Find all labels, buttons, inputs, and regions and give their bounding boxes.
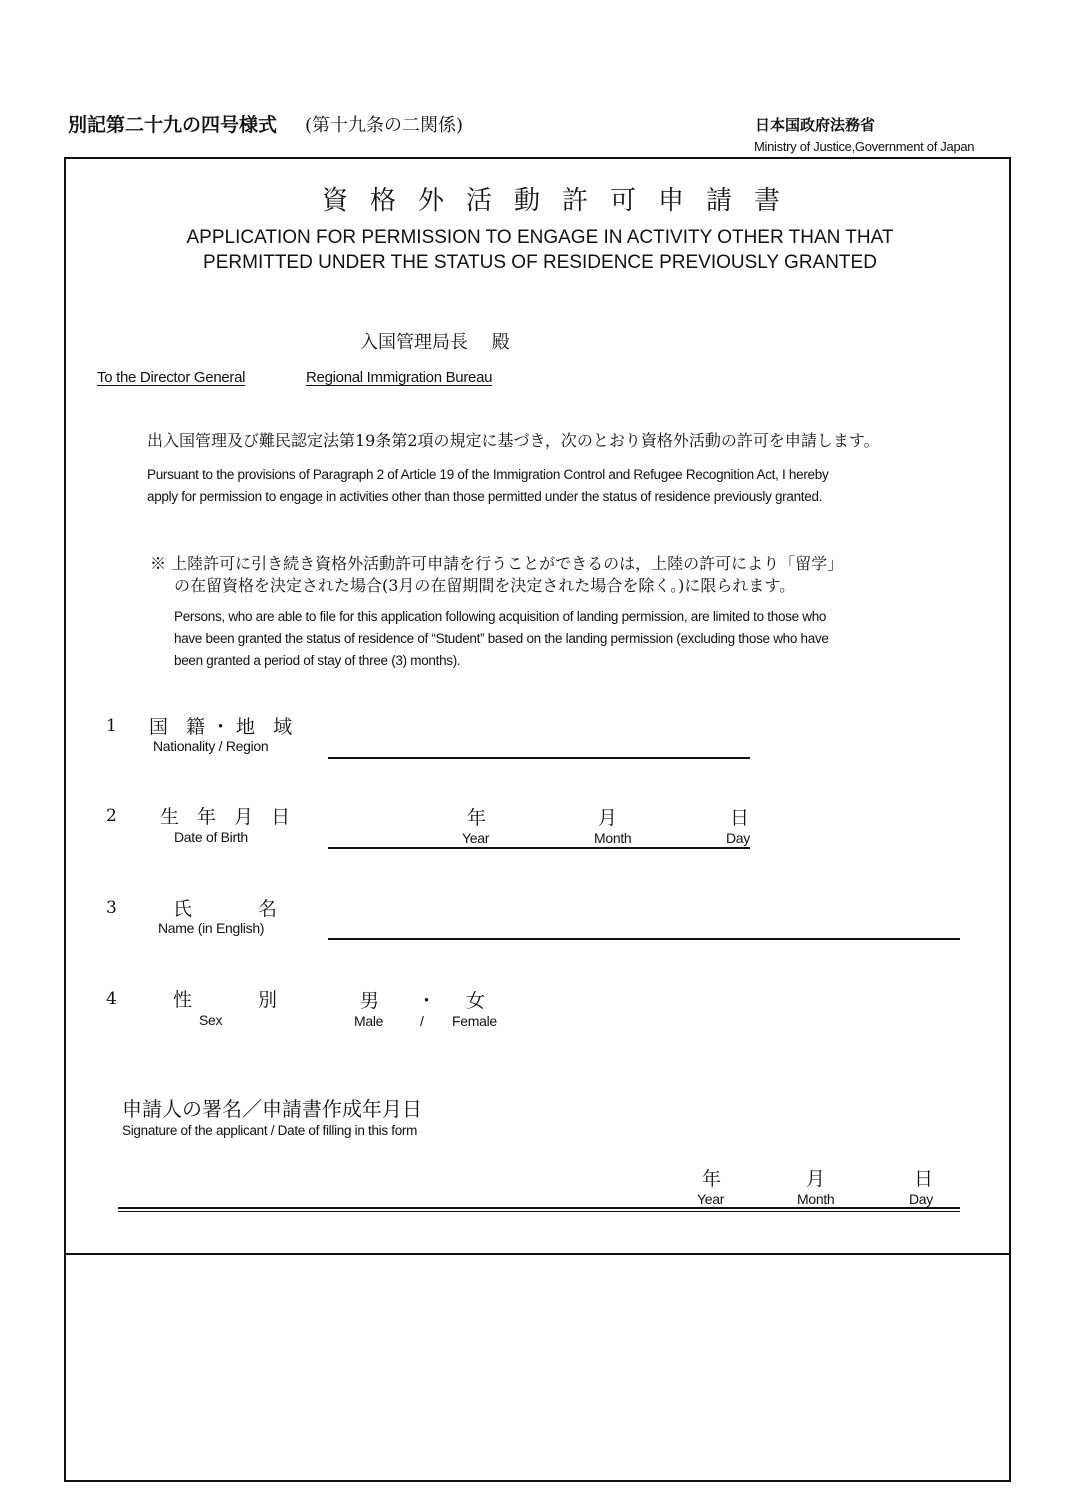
- addressee-regional-bureau: Regional Immigration Bureau: [306, 369, 493, 386]
- nationality-label-en: Nationality / Region: [153, 738, 269, 754]
- dob-label-ja: 生 年 月 日: [160, 806, 297, 828]
- signature-day-label-ja: 日: [914, 1168, 934, 1190]
- sex-option-separator-ja: ・: [417, 990, 437, 1012]
- sex-option-male-en[interactable]: Male: [354, 1013, 384, 1029]
- form-number-label: 別記第二十九の四号様式: [68, 114, 278, 136]
- nationality-label-ja: 国 籍・地 域: [149, 716, 299, 738]
- note-ja-line2: の在留資格を決定された場合(3月の在留期間を決定された場合を除く。)に限られます。: [174, 576, 796, 595]
- form-title-en-line1: APPLICATION FOR PERMISSION TO ENGAGE IN ACTIVITY OTHER THAN THAT: [186, 227, 894, 248]
- statement-en-line1: Pursuant to the provisions of Paragraph 2 of Article 19 of the Immigration Control and Refugee Recognition Act, I hereby: [147, 467, 829, 482]
- form-article-reference: (第十九条の二関係): [305, 115, 464, 136]
- addressee-ja: 入国管理局長 殿: [360, 332, 510, 353]
- field-number-2: 2: [106, 806, 117, 826]
- name-label-en: Name (in English): [158, 920, 265, 936]
- note-ja-line1: ※ 上陸許可に引き続き資格外活動許可申請を行うことができるのは，上陸の許可により「留学」: [150, 554, 844, 573]
- signature-year-label-en: Year: [697, 1191, 725, 1207]
- signature-day-label-en: Day: [909, 1191, 933, 1207]
- dob-field[interactable]: [328, 847, 750, 849]
- sex-option-separator-en: /: [420, 1013, 424, 1029]
- sex-label-en: Sex: [199, 1012, 223, 1028]
- dob-month-label-ja: 月: [598, 807, 618, 829]
- signature-month-label-en: Month: [797, 1191, 835, 1207]
- dob-year-label-ja: 年: [467, 807, 487, 829]
- note-en-line2: have been granted the status of residence of “Student” based on the landing permission (excluding those who have: [174, 631, 829, 646]
- addressee-to-director: To the Director General: [97, 369, 246, 386]
- signature-field[interactable]: [118, 1207, 960, 1209]
- name-label-ja: 氏 名: [173, 898, 308, 920]
- field-number-4: 4: [106, 989, 117, 1009]
- sex-option-female-en[interactable]: Female: [452, 1013, 497, 1029]
- dob-label-en: Date of Birth: [174, 829, 248, 845]
- name-field[interactable]: [328, 938, 960, 940]
- dob-day-label-en: Day: [726, 830, 750, 846]
- sex-label-ja: 性 別: [173, 989, 308, 1011]
- note-en-line1: Persons, who are able to file for this application following acquisition of landing permission, are limited to those who: [174, 609, 827, 624]
- nationality-field[interactable]: [328, 757, 750, 759]
- form-title-en-line2: PERMITTED UNDER THE STATUS OF RESIDENCE PREVIOUSLY GRANTED: [203, 252, 877, 273]
- signature-field-underline: [118, 1211, 960, 1212]
- form-divider: [64, 1253, 1011, 1255]
- form-title-ja: 資格外活動許可申請書: [321, 186, 802, 216]
- field-number-1: 1: [106, 716, 117, 736]
- signature-month-label-ja: 月: [806, 1168, 826, 1190]
- sex-option-male-ja[interactable]: 男: [360, 990, 380, 1012]
- signature-label-ja: 申請人の署名／申請書作成年月日: [122, 1097, 422, 1121]
- dob-year-label-en: Year: [462, 830, 490, 846]
- dob-month-label-en: Month: [594, 830, 632, 846]
- statement-en-line2: apply for permission to engage in activities other than those permitted under the status of residence previously granted.: [147, 489, 823, 504]
- note-en-line3: been granted a period of stay of three (3) months).: [174, 653, 461, 668]
- field-number-3: 3: [106, 898, 117, 918]
- dob-day-label-ja: 日: [730, 807, 750, 829]
- signature-label-en: Signature of the applicant / Date of filling in this form: [122, 1123, 418, 1138]
- sex-option-female-ja[interactable]: 女: [466, 990, 486, 1012]
- statement-ja: 出入国管理及び難民認定法第19条第2項の規定に基づき，次のとおり資格外活動の許可を申請します。: [147, 431, 880, 450]
- ministry-name-en: Ministry of Justice,Government of Japan: [754, 139, 975, 154]
- ministry-name-ja: 日本国政府法務省: [755, 116, 876, 134]
- signature-year-label-ja: 年: [702, 1168, 722, 1190]
